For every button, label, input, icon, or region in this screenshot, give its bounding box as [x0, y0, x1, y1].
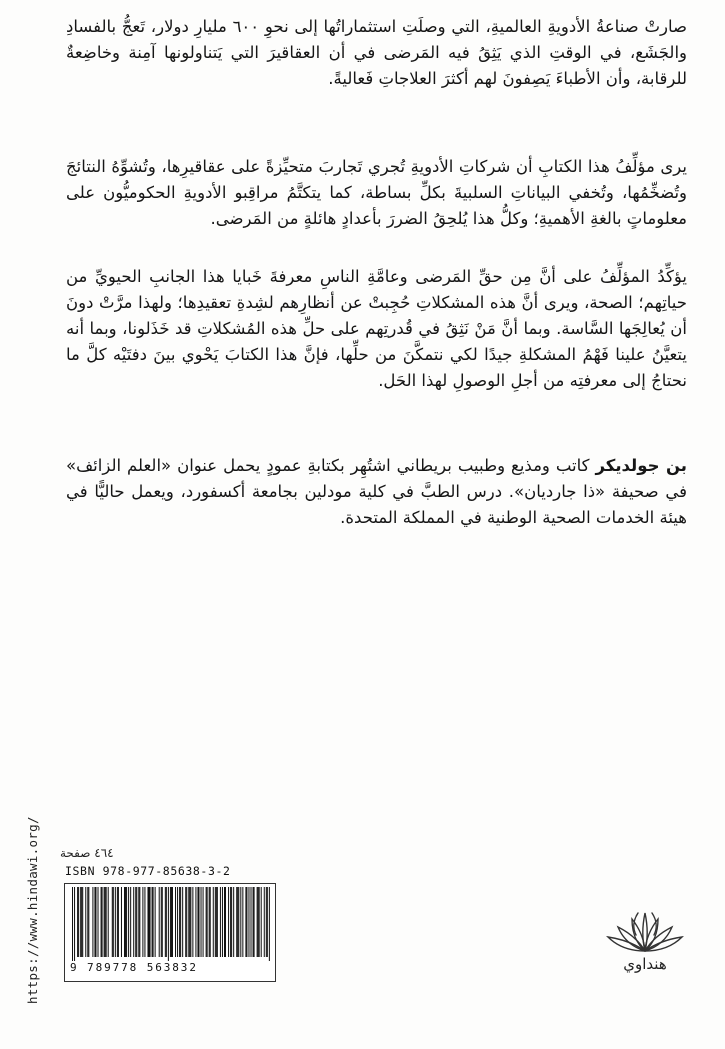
barcode-digits: 9 789778 563832	[70, 961, 270, 974]
barcode-bar	[213, 887, 214, 957]
barcode-bar	[130, 887, 131, 957]
barcode-frame	[64, 883, 276, 982]
barcode-bar	[266, 887, 267, 957]
barcode-bar	[224, 887, 225, 957]
barcode-bar	[246, 887, 247, 957]
barcode-bar	[251, 887, 252, 957]
barcode-bar	[77, 887, 78, 957]
barcode-bar	[149, 887, 150, 957]
barcode-bar	[237, 887, 238, 957]
barcode-bar	[257, 887, 258, 957]
barcode-bar	[216, 887, 217, 957]
barcode-bar	[228, 887, 229, 957]
barcode-bar	[150, 887, 151, 957]
barcode-bar	[267, 887, 268, 957]
barcode-bar	[147, 887, 148, 957]
barcode-bar	[82, 887, 83, 957]
publisher-logo-text: هنداوي	[623, 955, 667, 973]
barcode-bar	[179, 887, 180, 957]
barcode-bar	[233, 887, 234, 957]
author-bio-paragraph	[66, 453, 687, 531]
publisher-url[interactable]: https://www.hindawi.org/	[25, 816, 40, 1004]
barcode-bar	[253, 887, 254, 957]
barcode-bar	[189, 887, 190, 957]
barcode-bar	[230, 887, 231, 957]
barcode-bar	[171, 887, 172, 957]
barcode-bar	[195, 887, 196, 957]
author-bio-text: كاتب ومذيع وطبيب بريطاني اشتُهِر بكتابةِ عمودٍ يحمل عنوان «العلم الزائف» في صحيفة «ذا جارديان». درس الطبَّ في كلية مودلين بجامعة أكسفورد، ويعمل حاليًّا في هيئة الخدمات الصحية الوطنية في المملكة المتحدة.	[66, 456, 687, 527]
barcode-bar	[186, 887, 187, 957]
barcode-bar	[138, 887, 139, 957]
barcode-bar	[112, 887, 113, 957]
barcode-bar	[139, 887, 140, 957]
barcode-bar	[162, 887, 163, 957]
barcode-bar	[259, 887, 260, 957]
barcode-bar	[166, 887, 167, 957]
barcode-bar	[220, 887, 221, 957]
barcode-bar	[217, 887, 218, 957]
barcode-bar	[206, 887, 207, 957]
barcode-bar	[128, 887, 129, 957]
barcode-bar	[118, 887, 119, 957]
barcode-bar	[87, 887, 88, 957]
barcode-bar	[190, 887, 191, 957]
barcode-bar	[215, 887, 216, 957]
barcode-bar	[72, 887, 73, 963]
blurb-paragraph-3: يؤكِّدُ المؤلِّفُ على أنَّ مِن حقِّ المَرضى وعامَّةِ الناسِ معرفةَ خَبايا هذا الجانبِ الحيويِّ من حياتِهم؛ الصحة، ويرى أنَّ هذه المشكلاتِ حُجِبتْ عن أنظارِهم لشِدةِ تعقيدِها؛ ولهذا مرَّتْ دونَ أن يُعالِجَها السَّاسة. وبما أنَّ مَنْ نَثِقُ في قُدرتِهم على حلِّ هذه المُشكلاتِ قد خَذَلونا، وبما أنه يتعيَّنُ علينا فَهْمُ المشكلةِ جيدًا لكي نتمكَّنَ من حلِّها، فإنَّ هذا الكتابَ يَحْوي بينَ دفتَيْه كلَّ ما نحتاجُ إلى معرفتِه من أجلِ الوصولِ لهذا الحَل.	[66, 267, 687, 390]
barcode-bar	[201, 887, 202, 957]
barcode-bar	[124, 887, 125, 957]
barcode-bar	[85, 887, 86, 957]
barcode-bar	[133, 887, 134, 957]
barcode-bar	[175, 887, 176, 957]
barcode-bar	[161, 887, 162, 957]
barcode-bar	[152, 887, 153, 957]
barcode-bar	[240, 887, 241, 957]
barcode-bar	[121, 887, 122, 957]
lotus-icon	[590, 905, 700, 957]
barcode-bar	[238, 887, 239, 957]
barcode-bar	[264, 887, 265, 957]
barcode-bar	[182, 887, 183, 957]
blurb-paragraph-2: يرى مؤلِّفُ هذا الكتابِ أن شركاتِ الأدويةِ تُجري تَجاربَ متحيِّزةً على عقاقيرِها، وتُشوِّهُ النتائجَ وتُضخِّمُها، وتُخفي البياناتِ السلبيةَ بكلِّ بساطة، كما يتكتَّمُ مراقِبو الأدويةِ الحكوميُّون على معلوماتٍ بالغةِ الأهميةِ؛ وكلُّ هذا يُلحِقُ الضررَ بأعدادٍ هائلةٍ من المَرضى.	[66, 157, 687, 228]
barcode-bar	[168, 887, 169, 963]
barcode-bar	[94, 887, 95, 957]
author-name: بن جولديكر	[595, 456, 687, 475]
barcode-bar	[95, 887, 96, 957]
barcode-bar	[142, 887, 143, 957]
barcode-bar	[245, 887, 246, 957]
barcode-bar	[135, 887, 136, 957]
barcode-bar	[113, 887, 114, 957]
barcode-bar	[136, 887, 137, 957]
barcode-bar	[197, 887, 198, 957]
barcode-bar	[185, 887, 186, 957]
barcode-bar	[261, 887, 262, 957]
barcode-bar	[248, 887, 249, 957]
barcode-bar	[125, 887, 126, 957]
barcode-bar	[242, 887, 243, 957]
barcode-bar	[126, 887, 127, 957]
publisher-logo	[590, 905, 700, 985]
barcode-bar	[209, 887, 210, 957]
barcode-bar	[98, 887, 99, 957]
barcode-bar	[81, 887, 82, 957]
page-count: ٤٦٤ صفحة	[60, 846, 114, 860]
barcode-bar	[88, 887, 89, 957]
barcode-bar	[177, 887, 178, 957]
blurb-paragraph-1: صارتْ صناعةُ الأدويةِ العالميةِ، التي وصلَتِ استثماراتُها إلى نحوِ ٦٠٠ مليارِ دولار، تَعجُّ بالفسادِ والجَشَع، في الوقتِ الذي يَثِقُ فيه المَرضى في أن العقاقيرَ التي يَتناولونها آمِنة وخاضِعةٌ للرقابة، وأن الأطباءَ يَصِفونَ لهم أكثرَ العلاجاتِ فَعاليةً.	[66, 17, 687, 88]
barcode-bar	[155, 887, 156, 957]
barcode-bar	[258, 887, 259, 957]
barcode-bar	[222, 887, 223, 957]
barcode-bar	[203, 887, 204, 957]
isbn-label: ISBN 978-977-85638-3-2	[65, 864, 231, 878]
barcode-bar	[188, 887, 189, 957]
barcode-bar	[170, 887, 171, 957]
barcode-bar	[144, 887, 145, 957]
barcode-bar	[106, 887, 107, 957]
barcode-icon	[70, 887, 270, 963]
barcode-bar	[198, 887, 199, 957]
barcode-bar	[225, 887, 226, 957]
barcode-bar	[207, 887, 208, 957]
barcode-bar	[192, 887, 193, 957]
barcode-bar	[269, 887, 270, 963]
barcode-bar	[101, 887, 102, 957]
barcode-bar	[231, 887, 232, 957]
barcode-bar	[236, 887, 237, 957]
barcode-bar	[105, 887, 106, 957]
barcode-bar	[159, 887, 160, 957]
barcode-bar	[92, 887, 93, 957]
barcode-bar	[180, 887, 181, 957]
barcode-bar	[78, 887, 79, 957]
barcode-bar	[165, 887, 166, 957]
barcode-bar	[172, 887, 173, 957]
barcode-bar	[102, 887, 103, 957]
barcode-bar	[210, 887, 211, 957]
barcode-bar	[104, 887, 105, 957]
barcode-bar	[115, 887, 116, 957]
barcode-bar	[153, 887, 154, 957]
barcode-bar	[254, 887, 255, 957]
isbn-barcode-block	[64, 864, 276, 982]
barcode-bar	[108, 887, 109, 957]
barcode-bar	[80, 887, 81, 957]
barcode-bar	[74, 887, 75, 963]
barcode-bar	[117, 887, 118, 957]
